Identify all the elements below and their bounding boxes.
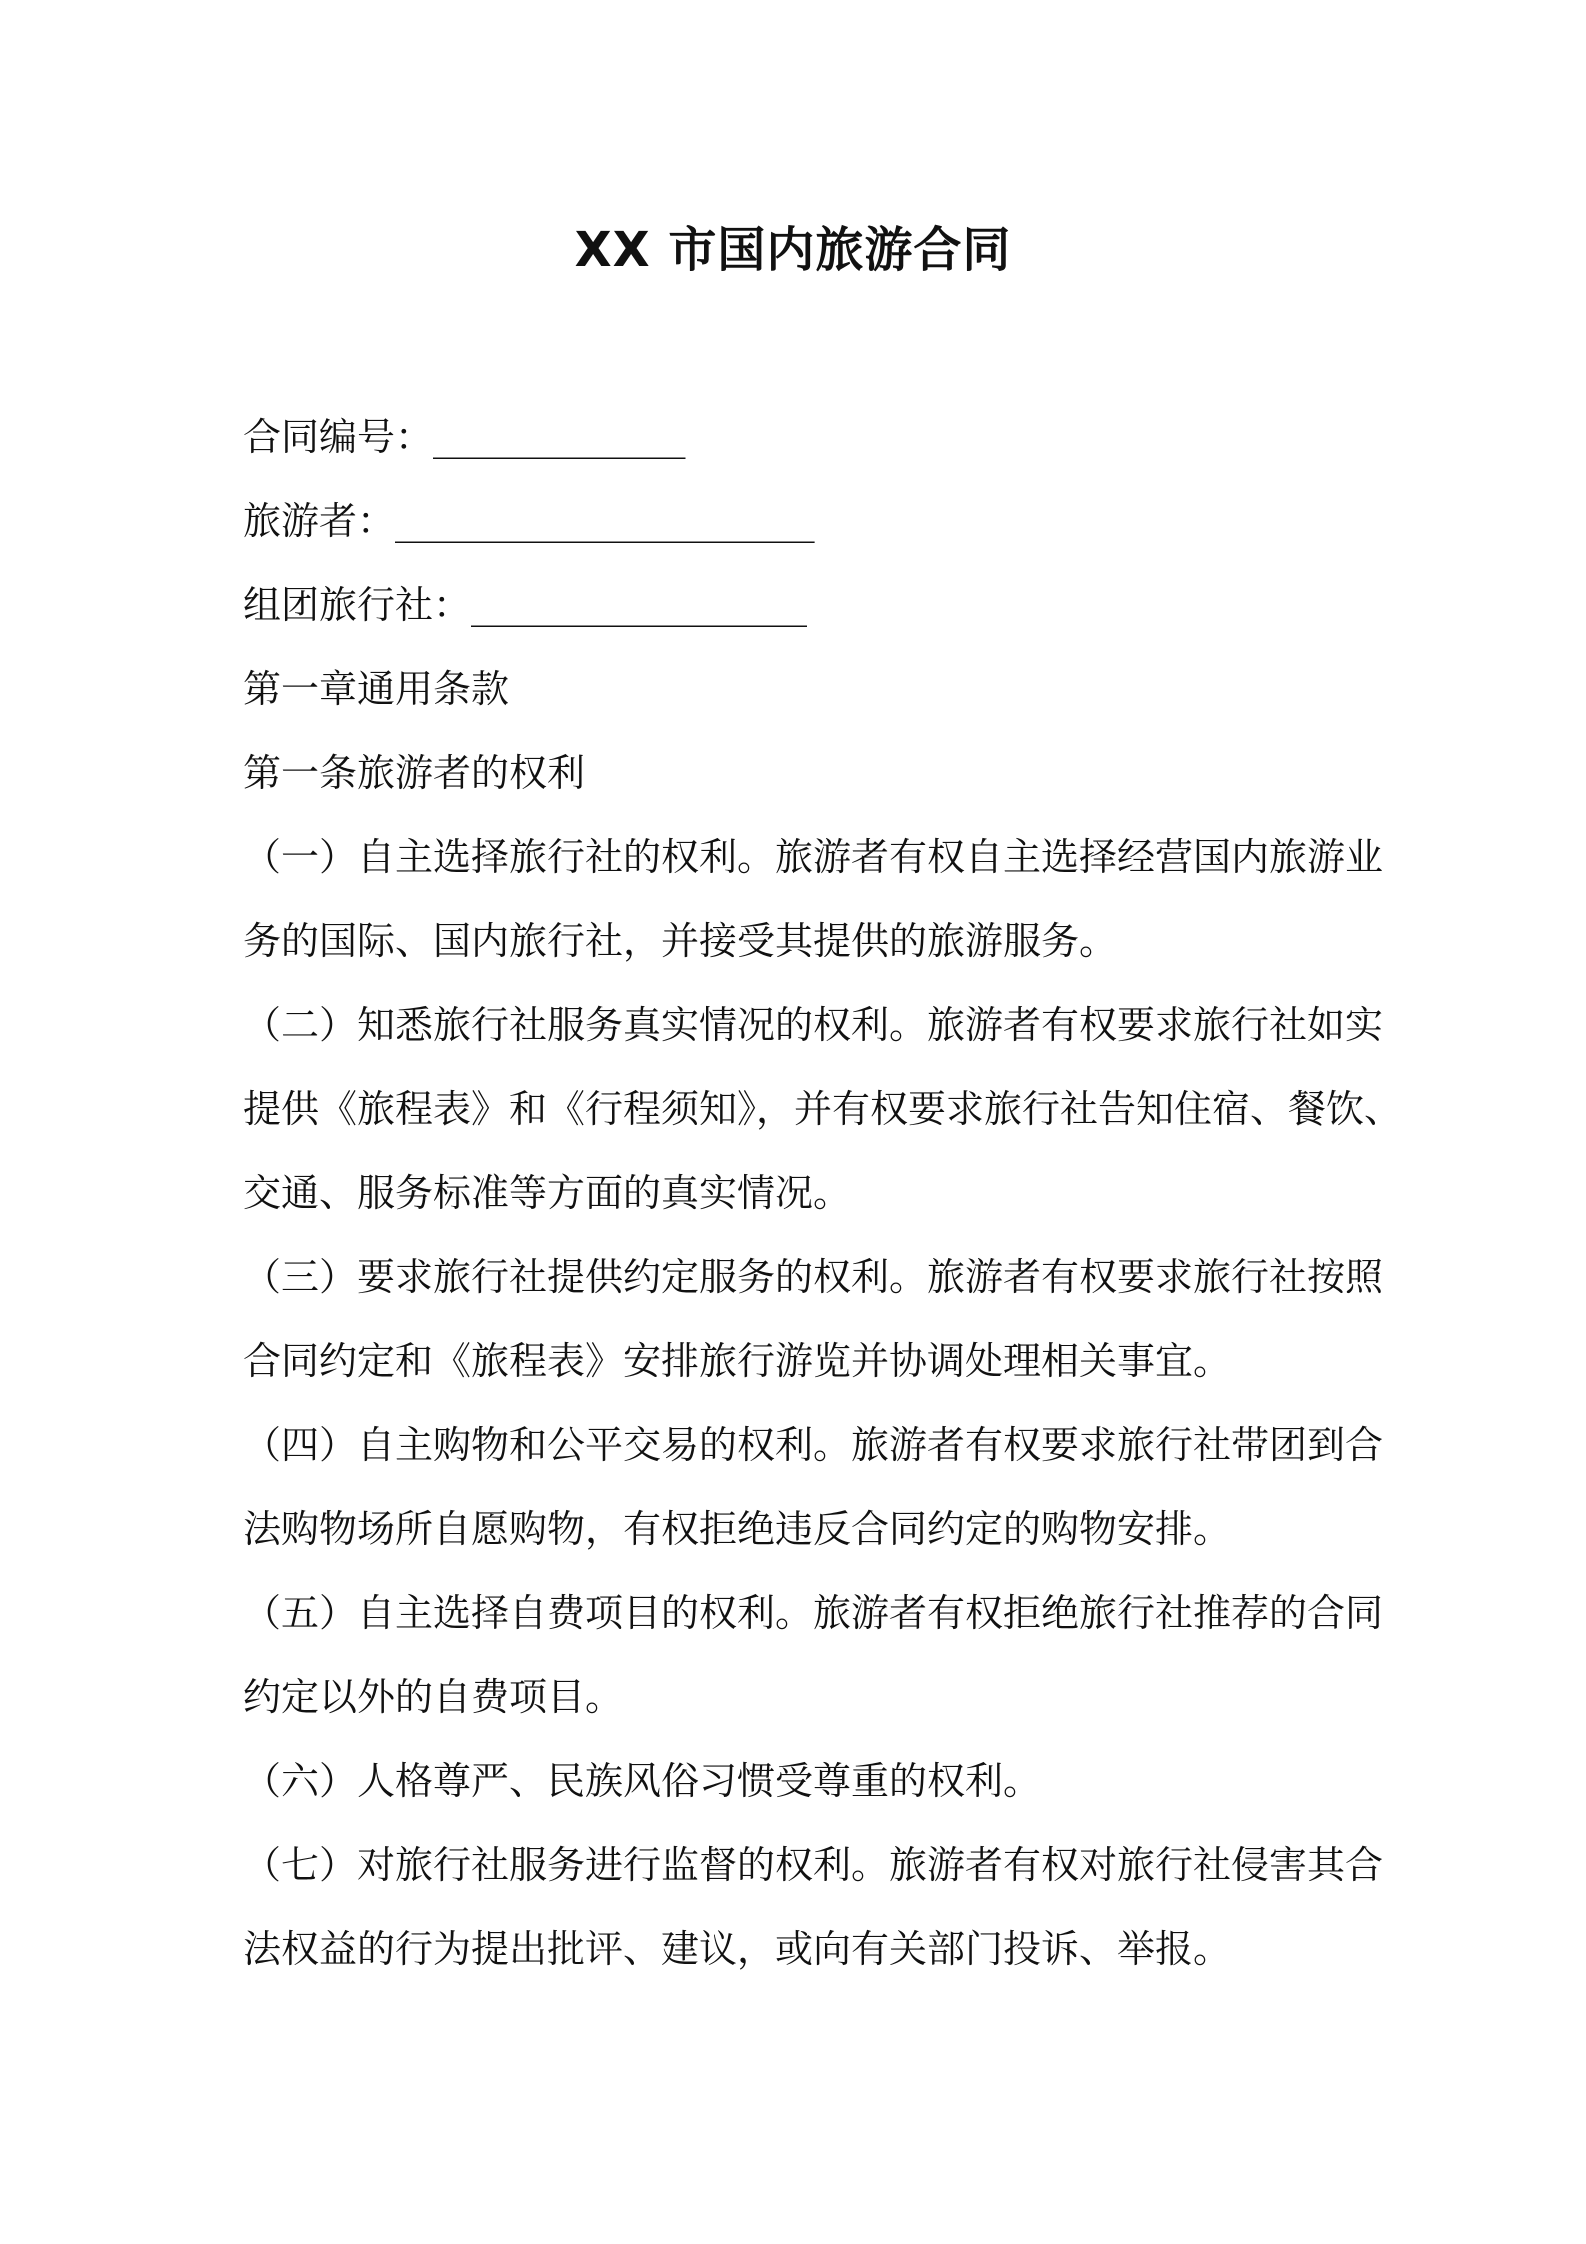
agency-blank: ________________ (471, 583, 806, 627)
text-line: 提供《旅程表》和《行程须知》，并有权要求旅行社告知住宿、餐饮、 (243, 1087, 1403, 1131)
text-line: （五）自主选择自费项目的权利。旅游者有权拒绝旅行社推荐的合同 (243, 1591, 1384, 1635)
text-line: 务的国际、国内旅行社，并接受其提供的旅游服务。 (243, 919, 1118, 963)
article-heading: 第一条旅游者的权利 (243, 751, 586, 795)
text-line: （六）人格尊严、民族风俗习惯受尊重的权利。 (243, 1759, 1042, 1803)
agency-field (243, 563, 1363, 647)
text-line: 法购物场所自愿购物，有权拒绝违反合同约定的购物安排。 (243, 1507, 1232, 1551)
text-line: （四）自主购物和公平交易的权利。旅游者有权要求旅行社带团到合 (243, 1423, 1384, 1467)
text-line: 交通、服务标准等方面的真实情况。 (243, 1171, 852, 1215)
chapter-heading: 第一章通用条款 (243, 667, 510, 711)
contract-number-label: 合同编号： (243, 415, 434, 459)
contract-number-field (243, 395, 1363, 479)
traveler-field (243, 479, 1363, 563)
text-line: （二）知悉旅行社服务真实情况的权利。旅游者有权要求旅行社如实 (243, 1003, 1384, 1047)
text-line: （三）要求旅行社提供约定服务的权利。旅游者有权要求旅行社按照 (243, 1255, 1384, 1299)
traveler-label: 旅游者： (243, 499, 396, 543)
contract-number-blank: ____________ (433, 415, 684, 459)
document-body (243, 395, 1403, 1991)
agency-label: 组团旅行社： (243, 583, 472, 627)
traveler-blank: ____________________ (395, 499, 813, 543)
text-line: 合同约定和《旅程表》安排旅行游览并协调处理相关事宜。 (243, 1339, 1232, 1383)
text-line: 法权益的行为提出批评、建议，或向有关部门投诉、举报。 (243, 1927, 1232, 1971)
text-line: （七）对旅行社服务进行监督的权利。旅游者有权对旅行社侵害其合 (243, 1843, 1384, 1887)
document-title: XX 市国内旅游合同 (574, 222, 1012, 278)
text-line: 约定以外的自费项目。 (243, 1675, 624, 1719)
text-line: （一）自主选择旅行社的权利。旅游者有权自主选择经营国内旅游业 (243, 835, 1384, 879)
